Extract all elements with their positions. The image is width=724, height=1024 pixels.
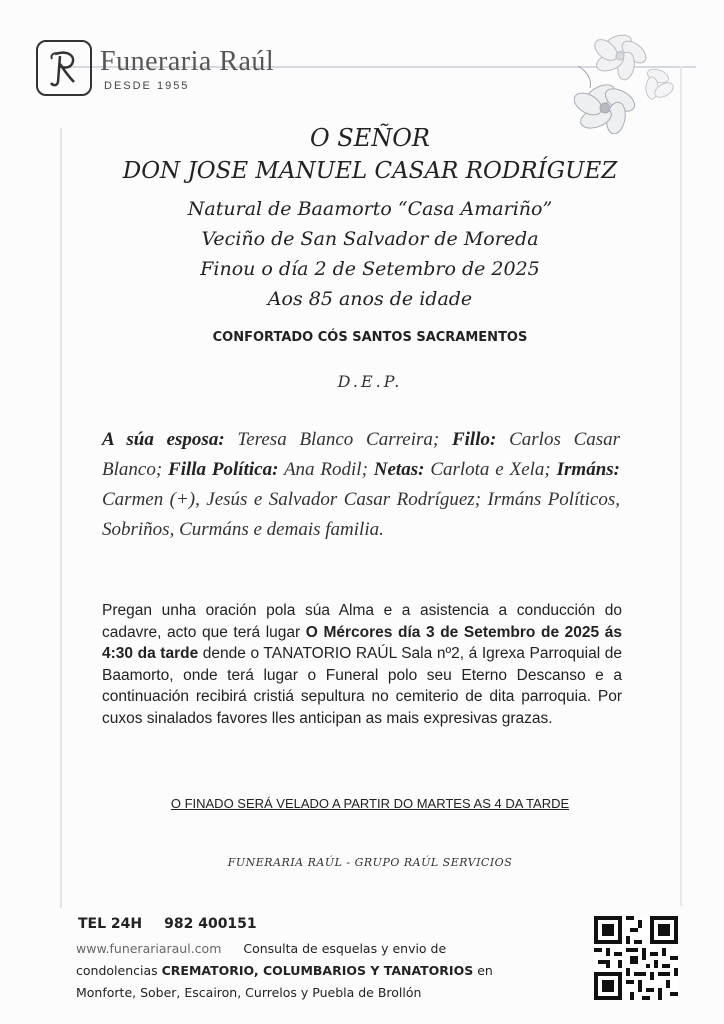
deceased-name: DON JOSE MANUEL CASAR RODRÍGUEZ — [122, 158, 618, 184]
service-date: O Mércores día 3 de Setembro de 2025 ás 4:30 da tarde — [102, 623, 622, 662]
death-date-line: Finou o día 2 de Setembro de 2025 — [200, 258, 540, 280]
filla-politica-name: Ana Rodil; — [283, 459, 368, 480]
service-paragraph — [102, 600, 622, 729]
netas-names: Carlota e Xela; — [430, 459, 551, 480]
fillo-label: Fillo: — [451, 429, 497, 450]
qr-code-icon[interactable] — [594, 916, 678, 1000]
website-link[interactable]: www.funerariaraul.com — [76, 941, 222, 956]
locations-line: Monforte, Sober, Escairon, Currelos y Puebla de Brollón — [76, 985, 422, 1000]
phone-label: TEL 24H — [78, 916, 143, 932]
velado-notice — [60, 796, 680, 811]
white-flowers-icon — [548, 26, 678, 134]
dep-line: D.E.P. — [337, 372, 403, 391]
phone-line — [78, 916, 257, 932]
brand-since: DESDE 1955 — [104, 80, 190, 92]
footer-brand-line: FUNERARIA RAÚL - GRUPO RAÚL SERVICIOS — [227, 856, 513, 869]
brand-name: Funeraria Raúl — [100, 46, 275, 77]
service-text-before: Pregan unha oración pola súa Alma e a asistencia a conducción do cadavre, acto que terá lugar — [102, 602, 622, 641]
honorific-title: O SEÑOR — [309, 124, 430, 152]
netas-label: Netas: — [373, 459, 425, 480]
fillo-name: Carlos Casar Blanco; — [102, 429, 621, 480]
condolencias-text: condolencias — [76, 963, 158, 978]
condolencias-line — [76, 963, 493, 978]
services-text: CREMATORIO, COLUMBARIOS Y TANATORIOS — [161, 963, 474, 978]
origin-line: Natural de Baamorto “Casa Amariño” — [187, 198, 553, 220]
web-line — [76, 941, 446, 956]
service-text-after: dende o TANATORIO RAÚL Sala nº2, á Igrexa Parroquial de Baamorto, onde terá lugar o Funeral polo seu Eterno Descanso e a continuación recibirá cristiá sepultura no cemiterio de dita parroquia. Por cuxos sinalados favores lles anticipan as mais expresivas grazas. — [102, 645, 622, 727]
consulta-text: Consulta de esquelas y envio de — [243, 941, 447, 956]
velado-text: O FINADO SERÁ VELADO A PARTIR DO MARTES AS 4 DA TARDE — [170, 796, 570, 811]
frame-right-line — [680, 66, 682, 906]
age-line: Aos 85 anos de idade — [267, 288, 473, 310]
esposa-name: Teresa Blanco Carreira; — [237, 429, 440, 450]
filla-politica-label: Filla Política: — [168, 459, 279, 480]
irmans-names: Carmen (+), Jesús e Salvador Casar Rodríguez; Irmáns Políticos, Sobriños, Curmáns e demais familia. — [102, 489, 620, 540]
esposa-label: A súa esposa: — [102, 429, 225, 450]
funeraria-raul-monogram-icon — [36, 40, 92, 96]
sacraments-line: CONFORTADO CÓS SANTOS SACRAMENTOS — [212, 330, 528, 345]
irmans-label: Irmáns: — [556, 459, 620, 480]
en-text: en — [477, 963, 493, 978]
residence-line: Veciño de San Salvador de Moreda — [201, 228, 539, 250]
phone-number[interactable]: 982 400151 — [164, 916, 257, 932]
family-paragraph — [102, 425, 620, 545]
